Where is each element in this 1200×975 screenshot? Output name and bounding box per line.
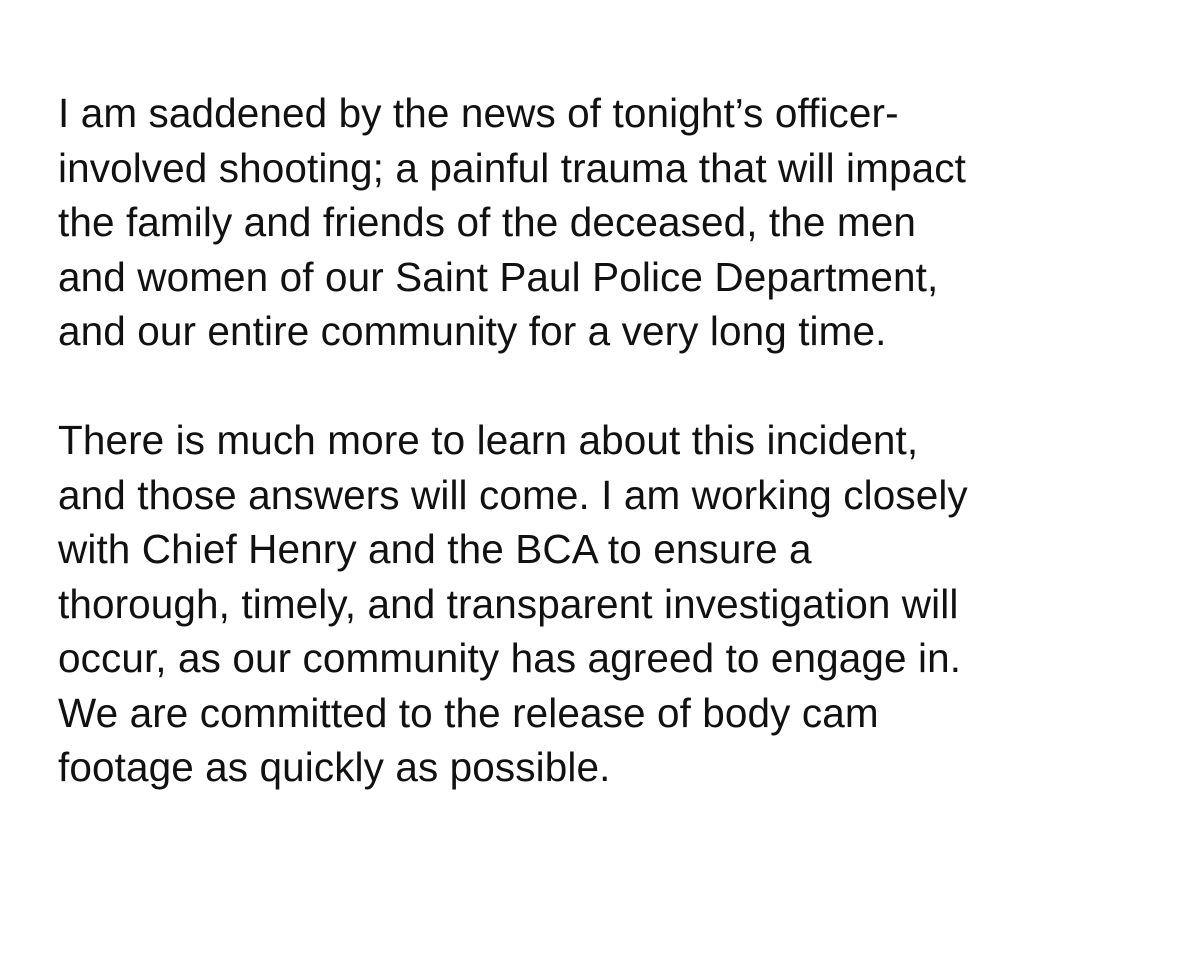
paragraph-1 [58,86,1178,359]
text-line: There is much more to learn about this incident, [58,417,919,463]
text-line: with Chief Henry and the BCA to ensure a [58,526,812,572]
text-line: and women of our Saint Paul Police Department, [58,253,939,300]
text-line: and our entire community for a very long time. [58,308,887,354]
text-line: I am saddened by the news of tonight’s officer- [58,90,899,136]
paragraph-spacer [58,359,1178,414]
text-line: occur, as our community has agreed to engage in. [58,635,962,681]
text-line: involved shooting; a painful trauma that will impact [58,144,966,191]
text-line: We are committed to the release of body cam [58,689,879,736]
text-line: the family and friends of the deceased, the men [58,199,916,245]
statement-document [58,86,1178,795]
text-line: and those answers will come. I am working closely [58,471,968,518]
text-line: thorough, timely, and transparent investigation will [58,580,959,627]
text-line: footage as quickly as possible. [58,744,611,790]
paragraph-2 [58,413,1178,795]
